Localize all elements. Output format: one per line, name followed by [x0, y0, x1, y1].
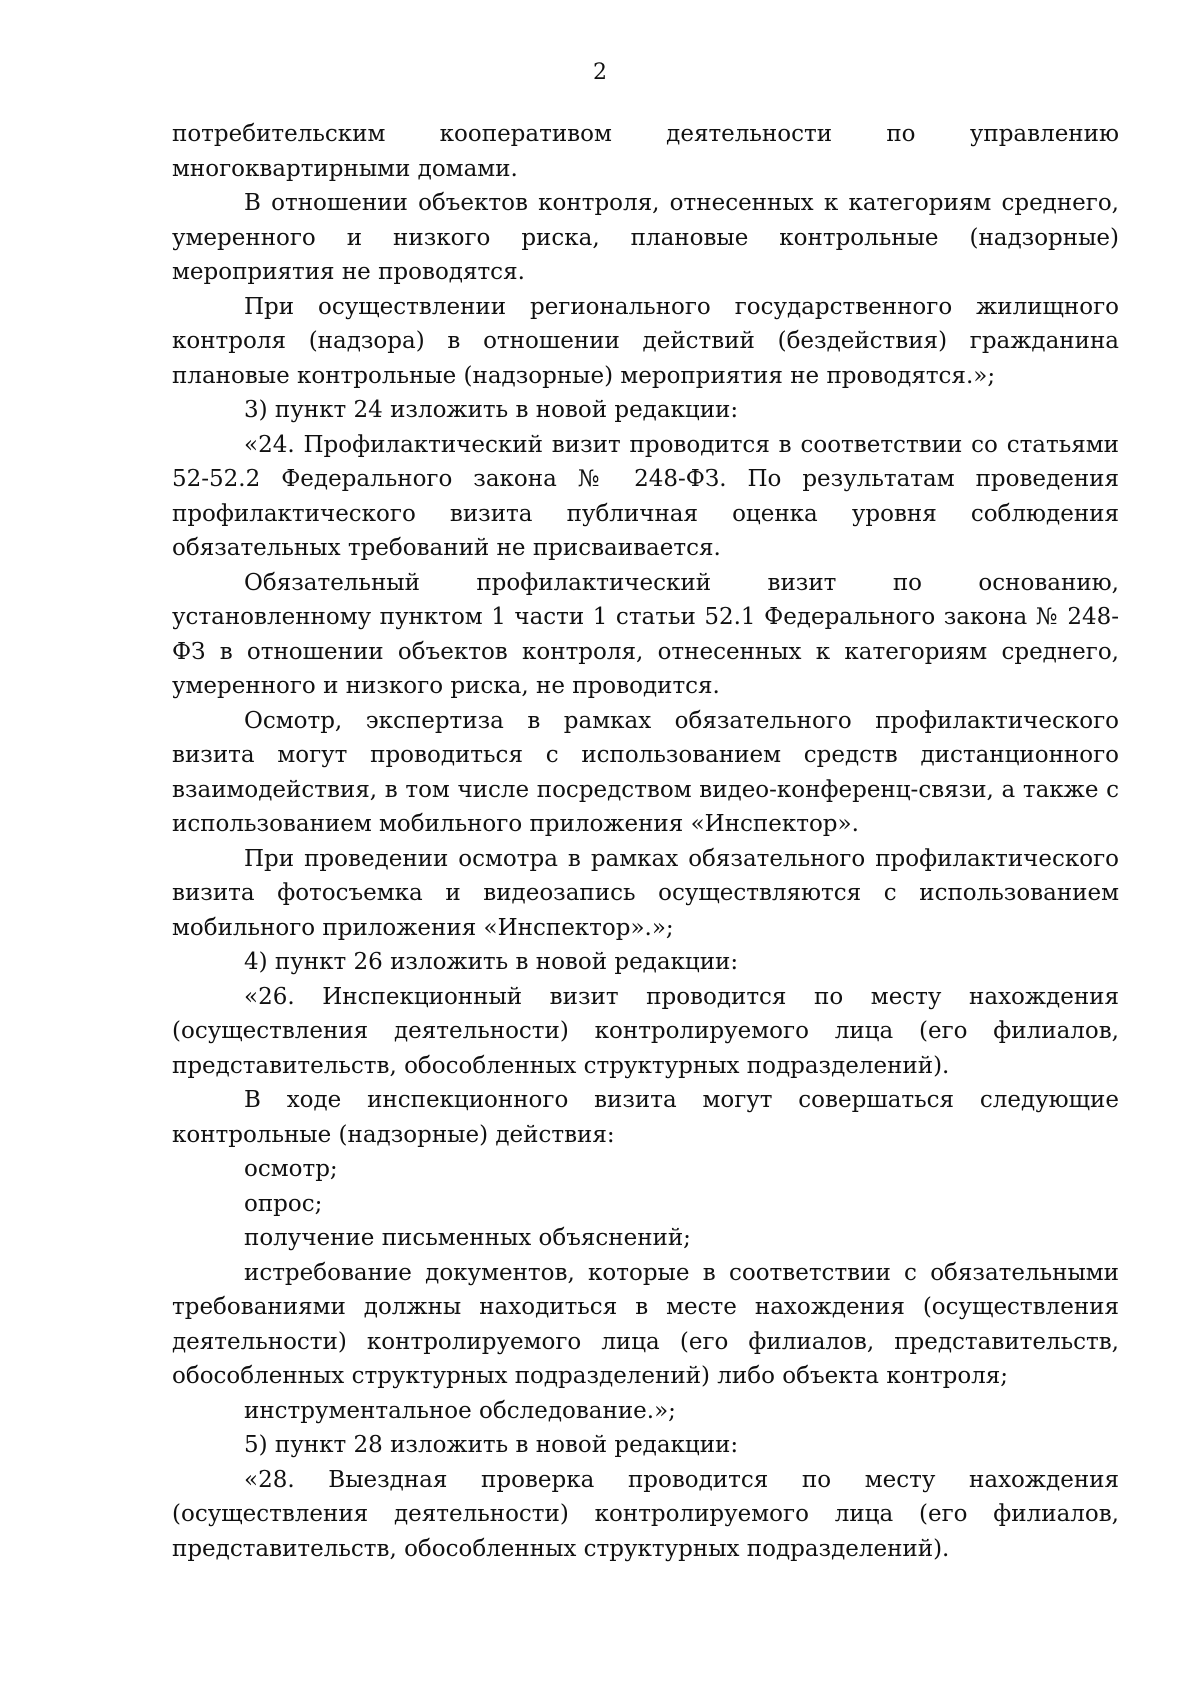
- paragraph-clause-28: «28. Выездная проверка проводится по месту нахождения (осуществления деятельности) контролируемого лица (его филиалов, представительств, обособленных структурных подразделений).: [172, 1466, 1119, 1562]
- paragraph-clause-26: «26. Инспекционный визит проводится по месту нахождения (осуществления деятельности) контролируемого лица (его филиалов, представительств, обособленных структурных подразделений).: [172, 983, 1119, 1079]
- paragraph-citizen-control: При осуществлении регионального государственного жилищного контроля (надзора) в отношении действий (бездействия) гражданина плановые контрольные (надзорные) мероприятия не проводятся.»;: [172, 293, 1119, 389]
- paragraph-risk-categories: В отношении объектов контроля, отнесенных к категориям среднего, умеренного и низкого риска, плановые контрольные (надзорные) мероприятия не проводятся.: [172, 190, 1119, 285]
- paragraph-continuation: потребительским кооперативом деятельности по управлению многоквартирными домами.: [172, 121, 1119, 182]
- paragraph-remote-inspection: Осмотр, экспертиза в рамках обязательного профилактического визита могут проводиться с использованием средств дистанционного взаимодействия, в том числе посредством видео-конференц-связи, а также с использованием мобильного приложения «Инспектор».: [172, 707, 1119, 837]
- paragraph-item-4: 4) пункт 26 изложить в новой редакции:: [244, 949, 739, 975]
- paragraph-item-3: 3) пункт 24 изложить в новой редакции:: [244, 397, 739, 423]
- list-item-written-explanations: получение письменных объяснений;: [244, 1225, 691, 1251]
- list-item-inspection: осмотр;: [244, 1156, 338, 1182]
- list-item-instrumental-survey: инструментальное обследование.»;: [244, 1397, 676, 1424]
- list-item-document-request: истребование документов, которые в соответствии с обязательными требованиями должны находиться в месте нахождения (осуществления деятельности) контролируемого лица (его филиалов, представительств, обособленных структурных подразделений) либо объекта контроля;: [172, 1259, 1119, 1389]
- paragraph-mandatory-visit: Обязательный профилактический визит по основанию, установленному пунктом 1 части 1 статьи 52.1 Федерального закона № 248-ФЗ в отношении объектов контроля, отнесенных к категориям среднего, умеренного и низкого риска, не проводится.: [172, 569, 1119, 699]
- list-item-survey: опрос;: [244, 1190, 323, 1217]
- paragraph-clause-24: «24. Профилактический визит проводится в соответствии со статьями 52-52.2 Федерального закона № 248-ФЗ. По результатам проведения профилактического визита публичная оценка уровня соблюдения обязательных требований не присваивается.: [172, 431, 1119, 561]
- document-body: [172, 117, 1119, 1566]
- page-number: 2: [593, 60, 607, 85]
- paragraph-item-5: 5) пункт 28 изложить в новой редакции:: [244, 1432, 739, 1458]
- paragraph-photo-video: При проведении осмотра в рамках обязательного профилактического визита фотосъемка и видеозапись осуществляются с использованием мобильного приложения «Инспектор».»;: [172, 845, 1119, 941]
- paragraph-control-actions: В ходе инспекционного визита могут совершаться следующие контрольные (надзорные) действия:: [172, 1087, 1119, 1148]
